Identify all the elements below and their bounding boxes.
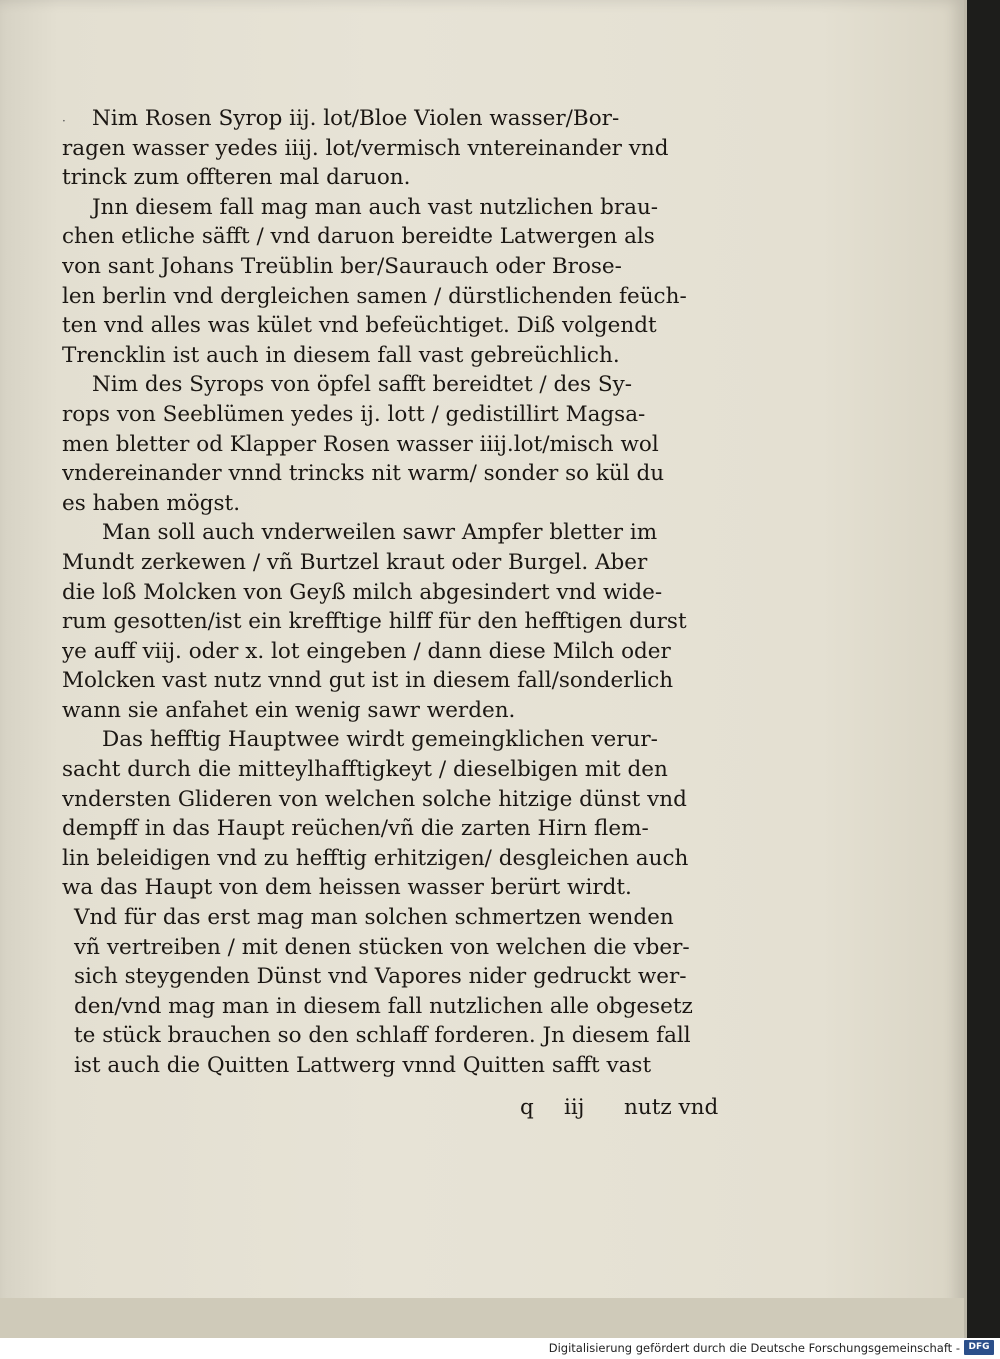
text-line: den/vnd mag man in diesem fall nutzlichen alle obgesetz: [74, 993, 693, 1019]
text-line: es haben mögst.: [62, 490, 241, 516]
funding-credit: Digitalisierung gefördert durch die Deutsche Forschungsgemeinschaft -: [548, 1341, 960, 1355]
text-line: vndereinander vnnd trincks nit warm/ sonder so kül du: [62, 461, 665, 487]
signature-catchword-line: [520, 1095, 780, 1120]
text-line: Jnn diesem fall mag man auch vast nutzlichen brau-: [92, 194, 659, 220]
text-line: sich steygenden Dünst vnd Vapores nider gedruckt wer-: [74, 964, 687, 990]
text-line: wa das Haupt von dem heissen wasser berürt wirdt.: [62, 875, 632, 901]
text-line: ye auff viij. oder x. lot eingeben / dann diese Milch oder: [62, 638, 671, 664]
text-line: ten vnd alles was kület vnd befeüchtiget. Diß volgendt: [62, 313, 657, 339]
text-line: Mundt zerkewen / vñ Burtzel kraut oder Burgel. Aber: [62, 549, 648, 575]
text-line: Das hefftig Hauptwee wirdt gemeingklichen verur-: [102, 727, 658, 753]
text-line: men bletter od Klapper Rosen wasser iiij.lot/misch wol: [62, 431, 659, 457]
text-line: ist auch die Quitten Lattwerg vnnd Quitten safft vast: [74, 1053, 652, 1078]
dfg-logo-icon: DFG: [964, 1340, 994, 1355]
text-line: sacht durch die mitteylhafftigkeyt / dieselbigen mit den: [62, 757, 668, 783]
text-line: Nim des Syrops von öpfel safft bereidtet / des Sy-: [92, 372, 632, 398]
text-line: ragen wasser yedes iiij. lot/vermisch vntereinander vnd: [62, 135, 669, 161]
text-line: chen etliche säfft / vnd daruon bereidte Latwergen als: [62, 224, 655, 250]
page-text-block: [62, 104, 770, 1081]
text-line: lin beleidigen vnd zu hefftig erhitzigen/ desgleichen auch: [62, 845, 689, 871]
margin-mark: ·: [62, 114, 66, 128]
text-line: Man soll auch vnderweilen sawr Ampfer bletter im: [102, 520, 658, 546]
text-line: vñ vertreiben / mit denen stücken von welchen die vber-: [74, 934, 690, 960]
text-line: die loß Molcken von Geyß milch abgesindert vnd wide-: [62, 579, 663, 605]
text-line: trinck zum offteren mal daruon.: [62, 165, 411, 191]
text-line: rops von Seeblümen yedes ij. lott / gedistillirt Magsa-: [62, 401, 646, 427]
text-line: Vnd für das erst mag man solchen schmertzen wenden: [74, 905, 674, 931]
text-line: Trencklin ist auch in diesem fall vast gebreüchlich.: [62, 342, 620, 368]
text-line: Molcken vast nutz vnnd gut ist in diesem fall/sonderlich: [62, 668, 674, 694]
text-line: Nim Rosen Syrop iij. lot/Bloe Violen wasser/Bor-: [92, 106, 620, 131]
catchword: nutz vnd: [624, 1095, 719, 1120]
text-line: te stück brauchen so den schlaff forderen. Jn diesem fall: [74, 1023, 691, 1049]
text-line: vndersten Glideren von welchen solche hitzige dünst vnd: [62, 786, 687, 812]
text-line: wann sie anfahet ein wenig sawr werden.: [62, 697, 516, 723]
signature-number: iij: [564, 1095, 585, 1120]
text-line: len berlin vnd dergleichen samen / dürstlichenden feüch-: [62, 283, 687, 309]
text-line: rum gesotten/ist ein krefftige hilff für den hefftigen durst: [62, 609, 687, 635]
signature-letter: q: [520, 1095, 534, 1120]
text-line: dempff in das Haupt reüchen/vñ die zarten Hirn flem-: [62, 816, 649, 842]
footer-bar: [0, 1338, 1000, 1359]
text-line: von sant Johans Treüblin ber/Saurauch oder Brose-: [62, 253, 622, 279]
